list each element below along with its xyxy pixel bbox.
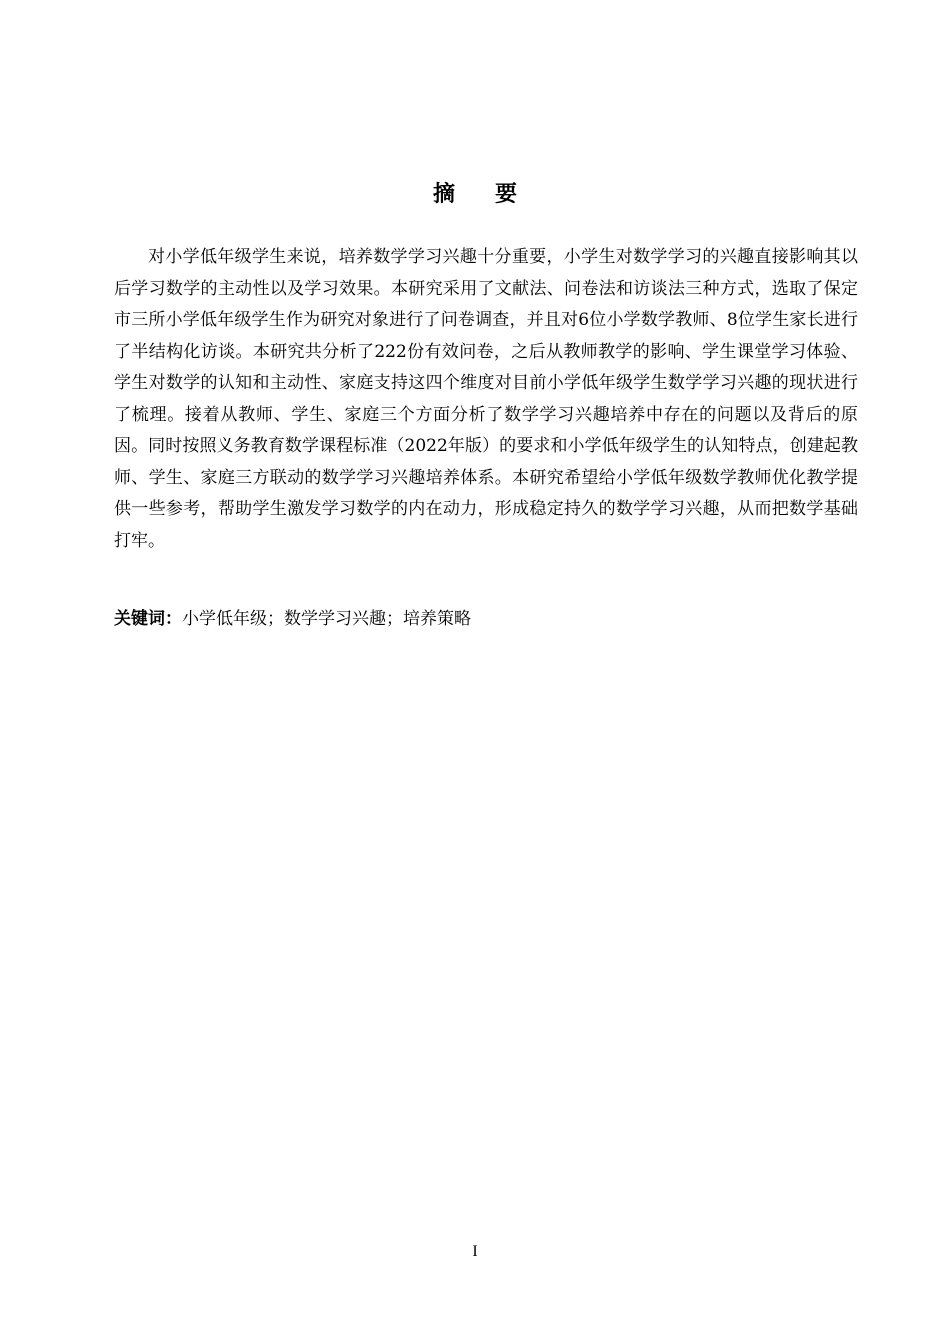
keywords-line [114,604,858,636]
keywords-label: 关键词： [114,609,182,629]
abstract-paragraph: 对小学低年级学生来说，培养数学学习兴趣十分重要，小学生对数学学习的兴趣直接影响其以后学习数学的主动性以及学习效果。本研究采用了文献法、问卷法和访谈法三种方式，选取了保定市三所小学低年级学生作为研究对象进行了问卷调查，并且对6位小学数学教师、8位学生家长进行了半结构化访谈。本研究共分析了222份有效问卷，之后从教师教学的影响、学生课堂学习体验、学生对数学的认知和主动性、家庭支持这四个维度对目前小学低年级学生数学学习兴趣的现状进行了梳理。接着从教师、学生、家庭三个方面分析了数学学习兴趣培养中存在的问题以及背后的原因。同时按照义务教育数学课程标准（2022年版）的要求和小学低年级学生的认知特点，创建起教师、学生、家庭三方联动的数学学习兴趣培养体系。本研究希望给小学低年级数学教师优化教学提供一些参考，帮助学生激发学习数学的内在动力，形成稳定持久的数学学习兴趣，从而把数学基础打牢。 [114,247,858,551]
page-number: I [472,1243,478,1260]
keywords-text: 小学低年级；数学学习兴趣；培养策略 [182,609,471,629]
page-title: 摘要 [432,182,557,207]
